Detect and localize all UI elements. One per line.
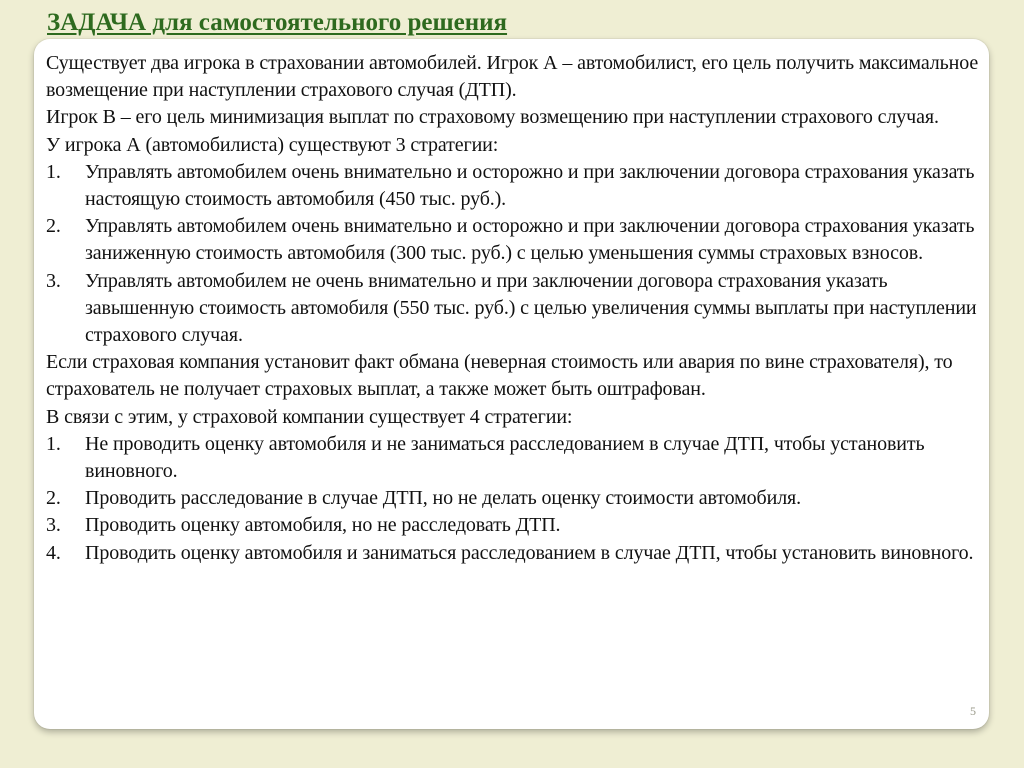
list-item [46, 540, 981, 567]
list-item [46, 213, 981, 267]
list-text: Не проводить оценку автомобиля и не заниматься расследованием в случае ДТП, чтобы установить виновного. [85, 432, 925, 483]
list-number: 2. [46, 215, 61, 238]
list-text: Управлять автомобилем не очень внимательно и при заключении договора страхования указать завышенную стоимость автомобиля (550 тыс. руб.) с целью увеличения суммы выплаты при наступлении страхового случая. [85, 269, 977, 347]
page-number: 5 [970, 704, 976, 718]
insurer-strategies-heading: В связи с этим, у страховой компании существует 4 стратегии: [46, 405, 573, 428]
list-text: Проводить оценку автомобиля, но не расследовать ДТП. [85, 514, 561, 537]
list-text: Проводить расследование в случае ДТП, но не делать оценку стоимости автомобиля. [85, 487, 802, 510]
list-number: 1. [46, 432, 61, 455]
list-number: 2. [46, 487, 61, 510]
player-b-paragraph: Игрок В – его цель минимизация выплат по страховому возмещению при наступлении страхового случая. [46, 106, 939, 129]
list-item [46, 268, 981, 350]
intro-paragraph: Существует два игрока в страховании автомобилей. Игрок А – автомобилист, его цель получить максимальное возмещение при наступлении страхового случая (ДТП). [46, 52, 979, 102]
list-number: 3. [46, 269, 61, 292]
list-item [46, 512, 981, 539]
list-text: Управлять автомобилем очень внимательно и осторожно и при заключении договора страхования указать настоящую стоимость автомобиля (450 тыс. руб.). [85, 160, 975, 211]
list-text: Проводить оценку автомобиля и заниматься расследованием в случае ДТП, чтобы установить виновного. [85, 541, 974, 564]
insurer-strategy-list [46, 431, 981, 567]
task-text [46, 50, 981, 567]
list-item [46, 159, 981, 213]
player-a-strategy-list [46, 159, 981, 349]
list-text: Управлять автомобилем очень внимательно и осторожно и при заключении договора страхования указать заниженную стоимость автомобиля (300 тыс. руб.) с целью уменьшения суммы страховых взносов. [85, 215, 975, 265]
slide-title: ЗАДАЧА для самостоятельного решения [47, 9, 508, 36]
content-card [34, 39, 989, 729]
list-item [46, 431, 981, 485]
list-number: 3. [46, 514, 61, 537]
fraud-note-paragraph: Если страховая компания установит факт обмана (неверная стоимость или авария по вине страхователя), то страхователь не получает страховых выплат, а также может быть оштрафован. [46, 351, 953, 401]
list-number: 4. [46, 541, 61, 564]
list-number: 1. [46, 160, 61, 183]
player-a-strategies-heading: У игрока А (автомобилиста) существуют 3 стратегии: [46, 133, 499, 156]
list-item [46, 485, 981, 512]
